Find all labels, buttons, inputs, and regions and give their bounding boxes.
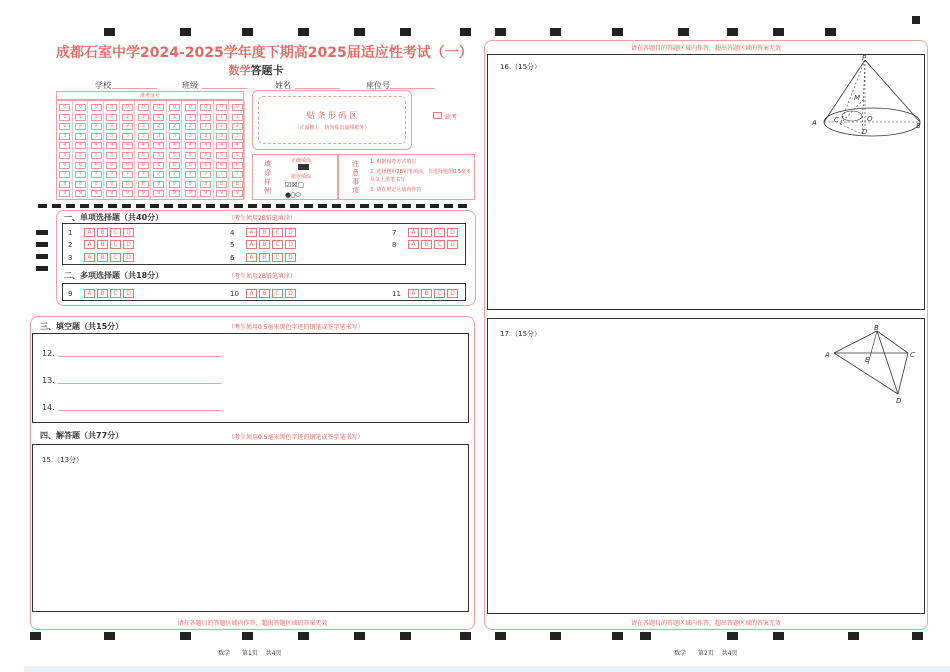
exam-number-column bbox=[135, 101, 151, 199]
option-bubble-b[interactable]: B bbox=[259, 289, 270, 298]
exam-digit-bubble[interactable]: 9 bbox=[75, 190, 86, 197]
exam-digit-bubble[interactable]: 3 bbox=[216, 133, 227, 140]
exam-digit-bubble[interactable]: 9 bbox=[169, 190, 180, 197]
exam-digit-bubble[interactable]: 8 bbox=[200, 181, 211, 188]
exam-digit-bubble[interactable]: 6 bbox=[122, 162, 133, 169]
exam-digit-bubble[interactable]: 5 bbox=[138, 152, 149, 159]
barcode-title: 贴 条 形 码 区 bbox=[306, 111, 358, 120]
exam-digit-bubble[interactable]: 2 bbox=[185, 123, 196, 130]
exam-digit-bubble[interactable]: 7 bbox=[200, 171, 211, 178]
question-number: 7 bbox=[392, 228, 397, 237]
fill-wrong-samples: ☑☒▢ ●▯⬭ bbox=[285, 181, 305, 199]
q15-answer-box[interactable] bbox=[32, 444, 469, 612]
fill-wrong-label: 错误填涂 bbox=[291, 174, 312, 180]
option-bubble-a[interactable]: A bbox=[246, 253, 257, 262]
note-3: 3. 请在规定区域内作答 bbox=[370, 187, 422, 193]
bottom-warning-left: 请在各题目的答题区域内作答，超出答题区域的答案无效 bbox=[177, 620, 328, 627]
question-number: 2 bbox=[68, 240, 73, 249]
exam-digit-bubble[interactable]: 7 bbox=[138, 171, 149, 178]
option-bubble-a[interactable]: A bbox=[246, 240, 257, 249]
option-bubble-c[interactable]: C bbox=[434, 228, 445, 237]
exam-digit-bubble[interactable]: 3 bbox=[200, 133, 211, 140]
figure-17 bbox=[822, 322, 920, 406]
exam-digit-bubble[interactable]: 3 bbox=[75, 133, 86, 140]
exam-digit-bubble[interactable]: 7 bbox=[106, 171, 117, 178]
exam-digit-bubble[interactable]: 9 bbox=[138, 190, 149, 197]
exam-digit-bubble[interactable]: 3 bbox=[122, 133, 133, 140]
option-bubble-c[interactable]: C bbox=[272, 289, 283, 298]
exam-number-column bbox=[73, 101, 89, 199]
exam-digit-bubble[interactable]: 1 bbox=[138, 114, 149, 121]
option-bubble-b[interactable]: B bbox=[97, 240, 108, 249]
exam-digit-bubble[interactable]: 4 bbox=[216, 142, 227, 149]
exam-number-column bbox=[182, 101, 198, 199]
choice-question-row bbox=[68, 228, 136, 237]
footer-left-subject: 数学 bbox=[218, 650, 231, 657]
section2-title: 二、多项选择题（共18分） bbox=[64, 271, 164, 280]
exam-digit-bubble[interactable]: 4 bbox=[91, 142, 102, 149]
exam-digit-bubble[interactable]: 8 bbox=[75, 181, 86, 188]
exam-digit-bubble[interactable]: 8 bbox=[169, 181, 180, 188]
exam-digit-bubble[interactable]: 1 bbox=[153, 114, 164, 121]
fill-correct-sample bbox=[298, 164, 309, 170]
exam-digit-bubble[interactable]: 6 bbox=[75, 162, 86, 169]
page-title: 成都石室中学2024-2025学年度下期高2025届适应性考试（一） bbox=[56, 45, 473, 61]
exam-digit-bubble[interactable]: 9 bbox=[232, 190, 243, 197]
exam-digit-bubble[interactable]: 0 bbox=[91, 104, 102, 111]
exam-digit-bubble[interactable]: 7 bbox=[59, 171, 70, 178]
exam-digit-bubble[interactable]: 3 bbox=[153, 133, 164, 140]
class-field[interactable] bbox=[202, 88, 247, 89]
option-bubble-d[interactable]: D bbox=[447, 240, 458, 249]
option-bubble-c[interactable]: C bbox=[434, 289, 445, 298]
question-number: 4 bbox=[230, 228, 235, 237]
question-number: 11 bbox=[392, 289, 401, 298]
exam-digit-bubble[interactable]: 2 bbox=[200, 123, 211, 130]
page-subtitle bbox=[56, 62, 456, 78]
option-bubble-d[interactable]: D bbox=[285, 240, 296, 249]
exam-digit-bubble[interactable]: 5 bbox=[91, 152, 102, 159]
exam-digit-bubble[interactable]: 0 bbox=[232, 104, 243, 111]
exam-digit-bubble[interactable]: 2 bbox=[232, 123, 243, 130]
section3-hint: （考生须用0.5毫米黑色字迹的钢笔或签字笔书写） bbox=[228, 324, 364, 331]
exam-digit-bubble[interactable]: 3 bbox=[59, 133, 70, 140]
exam-digit-bubble[interactable]: 9 bbox=[122, 190, 133, 197]
notes-label: 注意事项 bbox=[352, 160, 359, 195]
exam-number-grid[interactable] bbox=[56, 100, 244, 200]
choice-question-row bbox=[230, 240, 298, 249]
option-bubble-a[interactable]: A bbox=[408, 289, 419, 298]
exam-digit-bubble[interactable]: 0 bbox=[200, 104, 211, 111]
exam-digit-bubble[interactable]: 1 bbox=[200, 114, 211, 121]
exam-digit-bubble[interactable]: 0 bbox=[216, 104, 227, 111]
exam-digit-bubble[interactable]: 5 bbox=[216, 152, 227, 159]
question-number: 8 bbox=[392, 240, 397, 249]
option-bubble-b[interactable]: B bbox=[97, 228, 108, 237]
exam-digit-bubble[interactable]: 3 bbox=[138, 133, 149, 140]
option-bubble-d[interactable]: D bbox=[123, 289, 134, 298]
option-bubble-d[interactable]: D bbox=[123, 253, 134, 262]
exam-digit-bubble[interactable]: 9 bbox=[200, 190, 211, 197]
exam-digit-bubble[interactable]: 8 bbox=[91, 181, 102, 188]
absent-box[interactable] bbox=[433, 112, 442, 119]
exam-number-column bbox=[167, 101, 183, 199]
exam-digit-bubble[interactable]: 9 bbox=[106, 190, 117, 197]
exam-digit-bubble[interactable]: 0 bbox=[169, 104, 180, 111]
exam-digit-bubble[interactable]: 3 bbox=[185, 133, 196, 140]
exam-digit-bubble[interactable]: 7 bbox=[153, 171, 164, 178]
exam-digit-bubble[interactable]: 3 bbox=[91, 133, 102, 140]
exam-digit-bubble[interactable]: 6 bbox=[59, 162, 70, 169]
exam-digit-bubble[interactable]: 7 bbox=[91, 171, 102, 178]
option-bubble-c[interactable]: C bbox=[110, 253, 121, 262]
dashed-divider bbox=[38, 204, 468, 208]
name-field[interactable] bbox=[295, 88, 340, 89]
exam-digit-bubble[interactable]: 5 bbox=[122, 152, 133, 159]
option-bubble-c[interactable]: C bbox=[110, 228, 121, 237]
option-bubble-b[interactable]: B bbox=[259, 240, 270, 249]
exam-digit-bubble[interactable]: 0 bbox=[122, 104, 133, 111]
fig17-label-c: C bbox=[910, 351, 915, 359]
footer-left-page: 第1页 bbox=[241, 650, 258, 657]
fig16-label-c: C bbox=[834, 116, 839, 124]
choice-question-row bbox=[230, 228, 298, 237]
class-label: 班级 bbox=[182, 81, 198, 90]
exam-digit-bubble[interactable]: 1 bbox=[169, 114, 180, 121]
seat-field[interactable] bbox=[390, 88, 435, 89]
exam-digit-bubble[interactable]: 8 bbox=[106, 181, 117, 188]
exam-digit-bubble[interactable]: 1 bbox=[91, 114, 102, 121]
exam-digit-bubble[interactable]: 4 bbox=[169, 142, 180, 149]
exam-digit-bubble[interactable]: 4 bbox=[153, 142, 164, 149]
exam-digit-bubble[interactable]: 1 bbox=[75, 114, 86, 121]
exam-digit-bubble[interactable]: 2 bbox=[59, 123, 70, 130]
question-number: 6 bbox=[230, 253, 235, 262]
option-bubble-a[interactable]: A bbox=[408, 228, 419, 237]
fig16-label-a: A bbox=[812, 119, 817, 127]
option-bubble-b[interactable]: B bbox=[259, 253, 270, 262]
option-bubble-a[interactable]: A bbox=[84, 228, 95, 237]
choice-question-row bbox=[392, 289, 460, 298]
footer-right-subject: 数学 bbox=[674, 650, 687, 657]
option-bubble-d[interactable]: D bbox=[123, 240, 134, 249]
right-bottom-warning: 请在各题目的答题区域内作答，超出答题区域的答案无效 bbox=[630, 620, 781, 627]
exam-digit-bubble[interactable]: 6 bbox=[169, 162, 180, 169]
choice-question-row bbox=[230, 253, 298, 262]
section2-hint: （考生须用2B铅笔填涂） bbox=[228, 273, 296, 280]
option-bubble-d[interactable]: D bbox=[285, 228, 296, 237]
barcode-note: （正面朝上 切勿贴出虚线框外） bbox=[294, 125, 370, 131]
option-bubble-a[interactable]: A bbox=[84, 240, 95, 249]
name-label: 姓名 bbox=[275, 81, 291, 90]
exam-digit-bubble[interactable]: 4 bbox=[232, 142, 243, 149]
exam-digit-bubble[interactable]: 6 bbox=[153, 162, 164, 169]
exam-digit-bubble[interactable]: 8 bbox=[153, 181, 164, 188]
fill-12-label: 12. bbox=[42, 349, 55, 358]
option-bubble-d[interactable]: D bbox=[285, 253, 296, 262]
subtitle-card: 答题卡 bbox=[250, 64, 284, 77]
exam-digit-bubble[interactable]: 8 bbox=[185, 181, 196, 188]
choice-question-row bbox=[68, 253, 136, 262]
exam-digit-bubble[interactable]: 8 bbox=[138, 181, 149, 188]
q17-label: 17.（15分） bbox=[500, 330, 542, 338]
option-bubble-a[interactable]: A bbox=[246, 289, 257, 298]
exam-digit-bubble[interactable]: 4 bbox=[75, 142, 86, 149]
exam-digit-bubble[interactable]: 6 bbox=[138, 162, 149, 169]
scan-strip bbox=[24, 666, 950, 672]
fill-14-label: 14. bbox=[42, 403, 55, 412]
exam-digit-bubble[interactable]: 7 bbox=[122, 171, 133, 178]
exam-digit-bubble[interactable]: 5 bbox=[169, 152, 180, 159]
exam-number-column bbox=[214, 101, 230, 199]
exam-digit-bubble[interactable]: 8 bbox=[216, 181, 227, 188]
exam-number-label: 准考证号 bbox=[56, 91, 244, 100]
exam-digit-bubble[interactable]: 2 bbox=[138, 123, 149, 130]
option-bubble-b[interactable]: B bbox=[421, 240, 432, 249]
option-bubble-d[interactable]: D bbox=[447, 228, 458, 237]
exam-digit-bubble[interactable]: 9 bbox=[216, 190, 227, 197]
option-bubble-b[interactable]: B bbox=[97, 289, 108, 298]
choice-question-row bbox=[392, 240, 460, 249]
exam-digit-bubble[interactable]: 1 bbox=[59, 114, 70, 121]
school-label: 学校 bbox=[95, 81, 111, 90]
exam-digit-bubble[interactable]: 2 bbox=[122, 123, 133, 130]
figure-16-cone bbox=[810, 54, 925, 144]
fill-12-line[interactable] bbox=[58, 356, 221, 357]
option-bubble-b[interactable]: B bbox=[259, 228, 270, 237]
section4-hint: （考生须用0.5毫米黑色字迹的钢笔或签字笔书写） bbox=[228, 434, 364, 441]
choice-question-row bbox=[230, 289, 298, 298]
footer-right-page: 第2页 bbox=[697, 650, 714, 657]
footer-right-total: 共4页 bbox=[721, 650, 738, 657]
fill-correct-label: 正确填涂 bbox=[291, 158, 312, 164]
option-bubble-d[interactable]: D bbox=[285, 289, 296, 298]
school-field[interactable] bbox=[112, 88, 157, 89]
exam-number-column bbox=[198, 101, 214, 199]
exam-digit-bubble[interactable]: 3 bbox=[106, 133, 117, 140]
fill-example-label: 填涂样例 bbox=[264, 160, 271, 195]
exam-digit-bubble[interactable]: 0 bbox=[75, 104, 86, 111]
exam-digit-bubble[interactable]: 7 bbox=[169, 171, 180, 178]
exam-number-column bbox=[229, 101, 245, 199]
option-bubble-c[interactable]: C bbox=[272, 240, 283, 249]
exam-digit-bubble[interactable]: 1 bbox=[216, 114, 227, 121]
exam-digit-bubble[interactable]: 2 bbox=[106, 123, 117, 130]
fig16-label-d: D bbox=[862, 128, 868, 136]
exam-digit-bubble[interactable]: 8 bbox=[232, 181, 243, 188]
option-bubble-b[interactable]: B bbox=[97, 253, 108, 262]
fig16-label-p: P bbox=[862, 54, 867, 62]
exam-digit-bubble[interactable]: 7 bbox=[216, 171, 227, 178]
exam-digit-bubble[interactable]: 4 bbox=[185, 142, 196, 149]
exam-number-column bbox=[104, 101, 120, 199]
seat-label: 座位号 bbox=[366, 81, 390, 90]
fig17-label-b: B bbox=[874, 324, 879, 332]
exam-digit-bubble[interactable]: 6 bbox=[185, 162, 196, 169]
option-bubble-a[interactable]: A bbox=[84, 253, 95, 262]
section4-title: 四、解答题（共77分） bbox=[40, 431, 124, 440]
option-bubble-c[interactable]: C bbox=[434, 240, 445, 249]
exam-digit-bubble[interactable]: 0 bbox=[138, 104, 149, 111]
exam-digit-bubble[interactable]: 4 bbox=[59, 142, 70, 149]
exam-digit-bubble[interactable]: 9 bbox=[153, 190, 164, 197]
exam-digit-bubble[interactable]: 2 bbox=[153, 123, 164, 130]
subject-name: 数学 bbox=[228, 64, 251, 77]
exam-digit-bubble[interactable]: 5 bbox=[185, 152, 196, 159]
question-number: 10 bbox=[230, 289, 239, 298]
footer-left bbox=[218, 648, 282, 657]
option-bubble-c[interactable]: C bbox=[110, 240, 121, 249]
exam-digit-bubble[interactable]: 2 bbox=[91, 123, 102, 130]
exam-digit-bubble[interactable]: 2 bbox=[216, 123, 227, 130]
exam-digit-bubble[interactable]: 5 bbox=[59, 152, 70, 159]
right-top-warning: 请在各题目的答题区域内作答，超出答题区域的答案无效 bbox=[630, 45, 781, 52]
exam-digit-bubble[interactable]: 6 bbox=[232, 162, 243, 169]
footer-left-total: 共4页 bbox=[265, 650, 282, 657]
note-1: 1. 根据阅卷方式填写 bbox=[370, 159, 417, 165]
option-bubble-c[interactable]: C bbox=[110, 289, 121, 298]
q15-label: 15.（13分） bbox=[42, 456, 84, 464]
exam-digit-bubble[interactable]: 5 bbox=[232, 152, 243, 159]
option-bubble-b[interactable]: B bbox=[421, 289, 432, 298]
option-bubble-b[interactable]: B bbox=[421, 228, 432, 237]
exam-number-column bbox=[88, 101, 104, 199]
exam-digit-bubble[interactable]: 8 bbox=[122, 181, 133, 188]
question-number: 9 bbox=[68, 289, 73, 298]
exam-digit-bubble[interactable]: 2 bbox=[75, 123, 86, 130]
fig17-label-d: D bbox=[896, 397, 902, 405]
fig16-label-b: B bbox=[916, 122, 921, 130]
exam-digit-bubble[interactable]: 9 bbox=[185, 190, 196, 197]
exam-digit-bubble[interactable]: 0 bbox=[106, 104, 117, 111]
section3-title: 三、填空题（共15分） bbox=[40, 322, 124, 331]
fig17-label-a: A bbox=[825, 351, 830, 359]
option-bubble-c[interactable]: C bbox=[272, 228, 283, 237]
exam-digit-bubble[interactable]: 0 bbox=[59, 104, 70, 111]
choice-question-row bbox=[68, 289, 136, 298]
question-number: 1 bbox=[68, 228, 73, 237]
fig16-label-o: O bbox=[867, 115, 873, 123]
option-bubble-d[interactable]: D bbox=[123, 228, 134, 237]
note-2: 2. 选择题用2B铅笔填涂，非选择题用0.5毫米及以上黑笔书写 bbox=[370, 169, 471, 183]
exam-digit-bubble[interactable]: 9 bbox=[59, 190, 70, 197]
option-bubble-d[interactable]: D bbox=[447, 289, 458, 298]
exam-digit-bubble[interactable]: 2 bbox=[169, 123, 180, 130]
exam-digit-bubble[interactable]: 9 bbox=[91, 190, 102, 197]
exam-digit-bubble[interactable]: 1 bbox=[106, 114, 117, 121]
choice-question-row bbox=[392, 228, 460, 237]
question-number: 5 bbox=[230, 240, 235, 249]
fill-14-line[interactable] bbox=[58, 410, 221, 411]
exam-digit-bubble[interactable]: 1 bbox=[185, 114, 196, 121]
fig17-label-e: E bbox=[865, 356, 870, 364]
exam-digit-bubble[interactable]: 6 bbox=[200, 162, 211, 169]
choice-question-row bbox=[68, 240, 136, 249]
exam-digit-bubble[interactable]: 5 bbox=[106, 152, 117, 159]
exam-digit-bubble[interactable]: 3 bbox=[232, 133, 243, 140]
exam-digit-bubble[interactable]: 8 bbox=[59, 181, 70, 188]
option-bubble-a[interactable]: A bbox=[84, 289, 95, 298]
exam-digit-bubble[interactable]: 4 bbox=[106, 142, 117, 149]
exam-digit-bubble[interactable]: 5 bbox=[153, 152, 164, 159]
exam-digit-bubble[interactable]: 4 bbox=[138, 142, 149, 149]
footer-right bbox=[674, 648, 738, 657]
exam-number-column bbox=[151, 101, 167, 199]
exam-digit-bubble[interactable]: 4 bbox=[122, 142, 133, 149]
exam-digit-bubble[interactable]: 1 bbox=[232, 114, 243, 121]
absent-label: 缺考 bbox=[445, 114, 458, 121]
section1-hint: （考生须用2B铅笔填涂） bbox=[228, 215, 296, 222]
question-number: 3 bbox=[68, 253, 73, 262]
exam-digit-bubble[interactable]: 4 bbox=[200, 142, 211, 149]
fig16-label-m: M bbox=[854, 94, 861, 102]
exam-digit-bubble[interactable]: 5 bbox=[200, 152, 211, 159]
exam-digit-bubble[interactable]: 6 bbox=[91, 162, 102, 169]
section1-title: 一、单项选择题（共40分） bbox=[64, 213, 164, 222]
exam-digit-bubble[interactable]: 6 bbox=[216, 162, 227, 169]
option-bubble-c[interactable]: C bbox=[272, 253, 283, 262]
exam-digit-bubble[interactable]: 6 bbox=[106, 162, 117, 169]
exam-digit-bubble[interactable]: 7 bbox=[232, 171, 243, 178]
exam-number-column bbox=[120, 101, 136, 199]
exam-digit-bubble[interactable]: 0 bbox=[185, 104, 196, 111]
fill-13-line[interactable] bbox=[58, 383, 221, 384]
exam-digit-bubble[interactable]: 7 bbox=[75, 171, 86, 178]
exam-digit-bubble[interactable]: 1 bbox=[122, 114, 133, 121]
option-bubble-a[interactable]: A bbox=[246, 228, 257, 237]
exam-digit-bubble[interactable]: 7 bbox=[185, 171, 196, 178]
option-bubble-a[interactable]: A bbox=[408, 240, 419, 249]
q16-label: 16.（15分） bbox=[500, 63, 542, 71]
exam-digit-bubble[interactable]: 3 bbox=[169, 133, 180, 140]
exam-digit-bubble[interactable]: 5 bbox=[75, 152, 86, 159]
exam-number-column bbox=[57, 101, 73, 199]
fill-13-label: 13. bbox=[42, 376, 55, 385]
exam-digit-bubble[interactable]: 0 bbox=[153, 104, 164, 111]
